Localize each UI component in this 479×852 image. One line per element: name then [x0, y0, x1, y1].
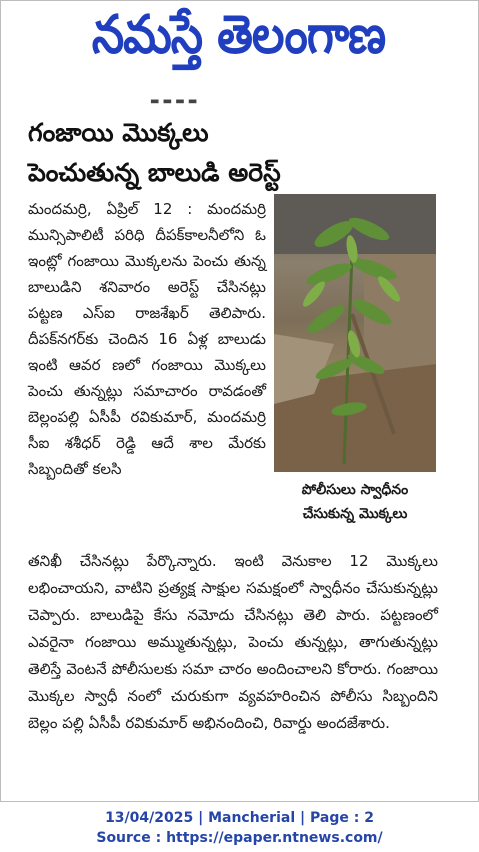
column-paragraph: మందమర్రి, ఏప్రిల్ 12 : మందమర్రి మున్సిపాలిటీ పరిధి దీపక్‌కాలనీలోని ఓ ఇంట్లో గంజాయి మొక్కలను పెంచు తున్న బాలుడిని శనివారం అరెస్ట్ చేసినట్లు పట్టణ ఎస్ఐ రాజశేఖర్ తెలిపారు. దీపక్‌నగర్‌కు చెందిన 16 ఏళ్ల బాలుడు ఇంటి ఆవర ణలో గంజాయి మొక్కలు పెంచు తున్నట్లు సమాచారం రావడంతో బెల్లంపల్లి ఏసీపీ రవికుమార్, మందమర్రి సీఐ శశీధర్ రెడ్డి ఆదే శాల మేరకు సిబ్బందితో కలసి: [28, 200, 266, 478]
footer-source-link[interactable]: Source : https://epaper.ntnews.com/: [96, 830, 383, 846]
article-column-text: [28, 196, 266, 482]
footer-date-edition: 13/04/2025 | Mancherial | Page : 2: [105, 810, 374, 826]
article-photo: [274, 194, 436, 472]
headline-line-2: పెంచుతున్న బాలుడి అరెస్ట్: [28, 158, 281, 187]
headline-line-1: గంజాయి మొక్కలు: [28, 118, 209, 147]
newspaper-masthead: [0, 0, 477, 86]
photo-caption: పోలీసులు స్వాధీనం చేసుకున్న మొక్కలు: [301, 482, 409, 522]
masthead-rule: ▬ ▬ ▬ ▬: [150, 96, 198, 107]
masthead-title: నమస్తే తెలంగాణ: [91, 3, 386, 66]
source-footer: [0, 808, 479, 848]
article-full-text: [28, 548, 438, 737]
full-paragraph: తనిఖీ చేసినట్లు పేర్కొన్నారు. ఇంటి వెనుకాల 12 మొక్కలు లభించాయని, వాటిని ప్రత్యక్ష సాక్షుల సమక్షంలో స్వాధీనం చేసుకున్నట్లు చెప్పారు. బాలుడిపై కేసు నమోదు చేసినట్లు తెలి పారు. పట్టణంలో ఎవరైనా గంజాయి అమ్ముతున్నట్లు, పెంచు తున్నట్లు, తాగుతున్నట్లు తెలిస్తే వెంటనే పోలీసులకు సమా చారం అందించాలని కోరారు. గంజాయి మొక్కల స్వాధీ నంలో చురుకుగా వ్యవహరించిన పోలీసు సిబ్బందిని బెల్లం పల్లి ఏసీపీ రవికుమార్ అభినందించి, రివార్డు అందజేశారు.: [28, 552, 438, 732]
